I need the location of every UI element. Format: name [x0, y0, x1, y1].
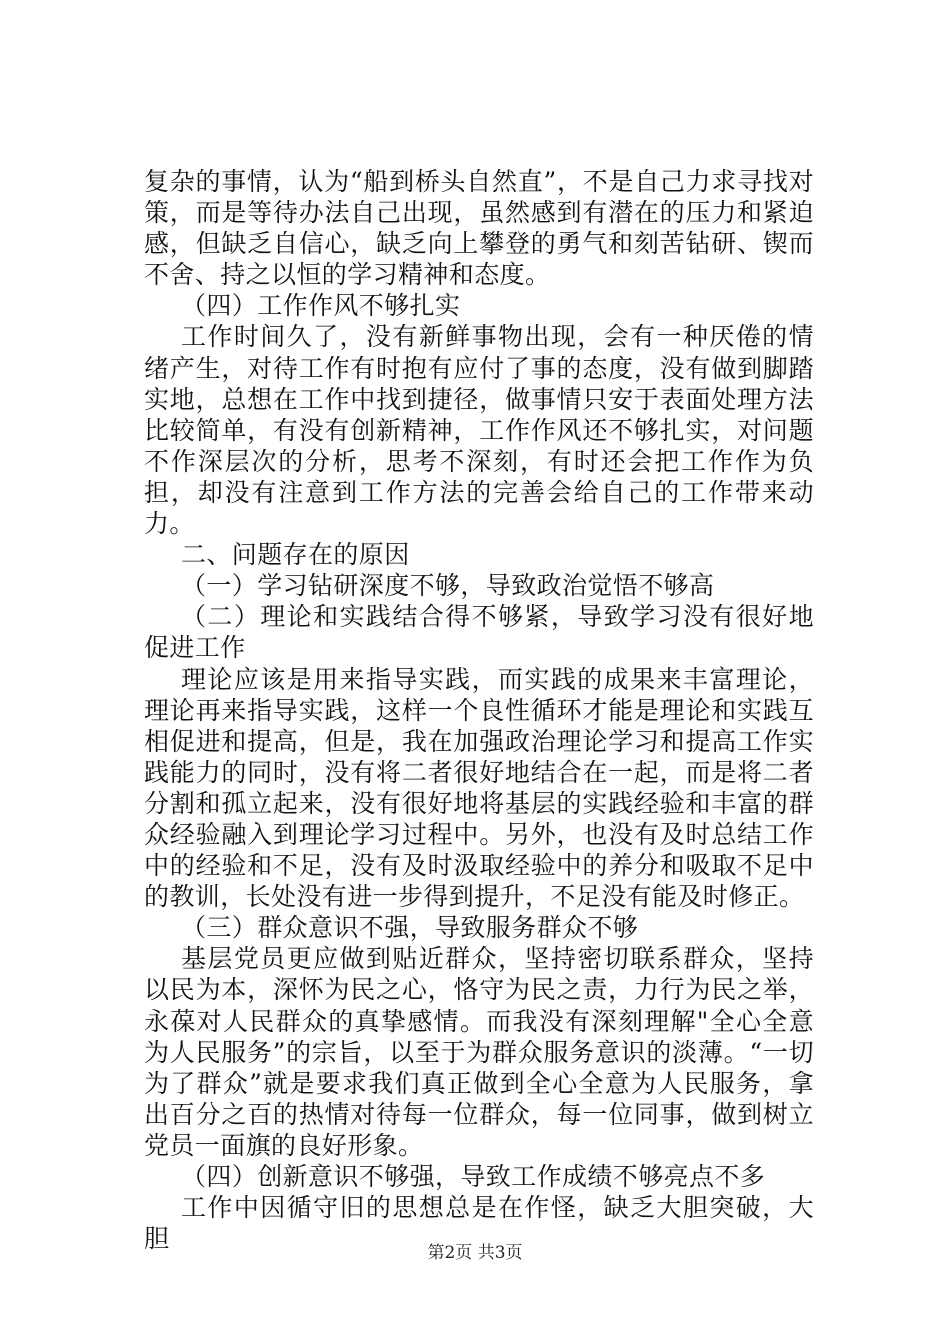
subheading-mass-awareness: （三）群众意识不强，导致服务群众不够 [181, 913, 639, 943]
paragraph-work-style: 工作时间久了，没有新鲜事物出现，会有一种厌倦的情绪产生，对待工作有时抱有应付了事的态度，没有做到脚踏实地，总想在工作中找到捷径，做事情只安于表面处理方法比较简单，有没有创新精神，工作作风还不够扎实，对问题不作深层次的分析，思考不深刻，有时还会把工作作为负担，却没有注意到工作方法的完善会给自己的工作带来动力。 [144, 322, 814, 539]
subheading-theory-practice: （二）理论和实践结合得不够紧，导致学习没有很好地促进工作 [144, 602, 814, 663]
paragraph-mass-awareness: 基层党员更应做到贴近群众，坚持密切联系群众，坚持以民为本，深怀为民之心，恪守为民之责，力行为民之举，永葆对人民群众的真挚感情。而我没有深刻理解"全心全意为人民服务”的宗旨，以至于为群众服务意识的淡薄。“一切为了群众”就是要求我们真正做到全心全意为人民服务，拿出百分之百的热情对待每一位群众，每一位同事，做到树立党员一面旗的良好形象。 [144, 944, 814, 1160]
paragraph-continuation: 复杂的事情，认为“船到桥头自然直”，不是自己力求寻找对策，而是等待办法自己出现，虽然感到有潜在的压力和紧迫感，但缺乏自信心，缺乏向上攀登的勇气和刻苦钻研、锲而不舍、持之以恒的学习精神和态度。 [144, 167, 814, 290]
document-body [144, 166, 814, 1254]
page-number-label: 第2页 共3页 [427, 1243, 523, 1263]
subheading-innovation: （四）创新意识不够强，导致工作成绩不够亮点不多 [181, 1162, 766, 1191]
paragraph-innovation: 工作中因循守旧的思想总是在作怪，缺乏大胆突破，大胆 [144, 1193, 814, 1254]
section-heading-causes: 二、问题存在的原因 [181, 540, 410, 570]
section-heading-work-style: （四）工作作风不够扎实 [181, 291, 461, 321]
paragraph-theory-practice: 理论应该是用来指导实践，而实践的成果来丰富理论，理论再来指导实践，这样一个良性循环才能是理论和实践互相促进和提高，但是，我在加强政治理论学习和提高工作实践能力的同时，没有将二者很好地结合在一起，而是将二者分割和孤立起来，没有很好地将基层的实践经验和丰富的群众经验融入到理论学习过程中。另外，也没有及时总结工作中的经验和不足，没有及时汲取经验中的养分和吸取不足中的教训，长处没有进一步得到提升，不足没有能及时修正。 [144, 664, 814, 912]
subheading-study-depth: （一）学习钻研深度不够，导致政治觉悟不够高 [181, 571, 715, 601]
page-footer [0, 1243, 950, 1263]
